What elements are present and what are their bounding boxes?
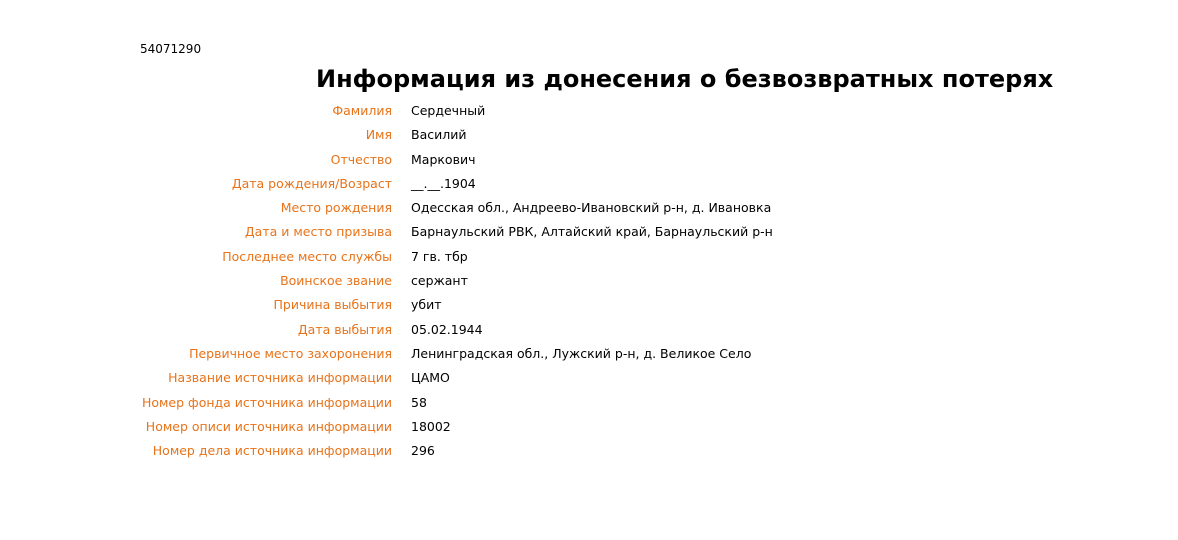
burial-place-value: Ленинградская обл., Лужский р-н, д. Великое Село (411, 345, 752, 361)
page-title: Информация из донесения о безвозвратных потерях (316, 65, 1054, 93)
fund-number-label: Номер фонда источника информации (141, 394, 392, 410)
patronymic-value: Маркович (411, 151, 476, 167)
row-patronymic (0, 148, 1178, 172)
rank-value: сержант (411, 273, 468, 289)
row-first-name (0, 123, 1178, 147)
row-source-name (0, 366, 1178, 390)
first-name-value: Василий (411, 127, 467, 143)
last-service-label: Последнее место службы (222, 248, 392, 264)
reason-label: Причина выбытия (273, 297, 392, 313)
birth-place-label: Место рождения (280, 200, 392, 216)
last-service-value: 7 гв. тбр (411, 248, 468, 264)
patronymic-label: Отчество (330, 151, 392, 167)
row-last-service (0, 245, 1178, 269)
row-surname (0, 99, 1178, 123)
row-fund-number (0, 391, 1178, 415)
inventory-number-value: 18002 (411, 418, 451, 434)
first-name-label: Имя (365, 127, 392, 143)
row-birth-place (0, 196, 1178, 220)
surname-label: Фамилия (332, 103, 392, 118)
row-rank (0, 269, 1178, 293)
source-name-label: Название источника информации (168, 370, 392, 386)
rank-label: Воинское звание (280, 273, 392, 289)
row-conscription (0, 220, 1178, 244)
file-number-label: Номер дела источника информации (152, 443, 392, 459)
burial-place-label: Первичное место захоронения (189, 345, 392, 361)
conscription-value: Барнаульский РВК, Алтайский край, Барнаульский р-н (411, 224, 773, 240)
row-burial-place (0, 342, 1178, 366)
row-departure-date (0, 318, 1178, 342)
row-inventory-number (0, 415, 1178, 439)
info-table (0, 99, 1178, 463)
conscription-label: Дата и место призыва (244, 224, 392, 240)
row-birth-date (0, 172, 1178, 196)
birth-date-value: __.__.1904 (411, 175, 476, 191)
record-id: 54071290 (140, 42, 202, 56)
departure-date-label: Дата выбытия (297, 321, 392, 337)
file-number-value: 296 (411, 443, 435, 459)
row-reason (0, 293, 1178, 317)
birth-place-value: Одесская обл., Андреево-Ивановский р-н, д. Ивановка (411, 200, 772, 216)
surname-value: Сердечный (411, 103, 486, 118)
fund-number-value: 58 (411, 394, 427, 410)
birth-date-label: Дата рождения/Возраст (231, 175, 392, 191)
inventory-number-label: Номер описи источника информации (145, 418, 392, 434)
departure-date-value: 05.02.1944 (411, 321, 483, 337)
reason-value: убит (411, 297, 442, 313)
source-name-value: ЦАМО (411, 370, 450, 386)
row-file-number (0, 439, 1178, 463)
